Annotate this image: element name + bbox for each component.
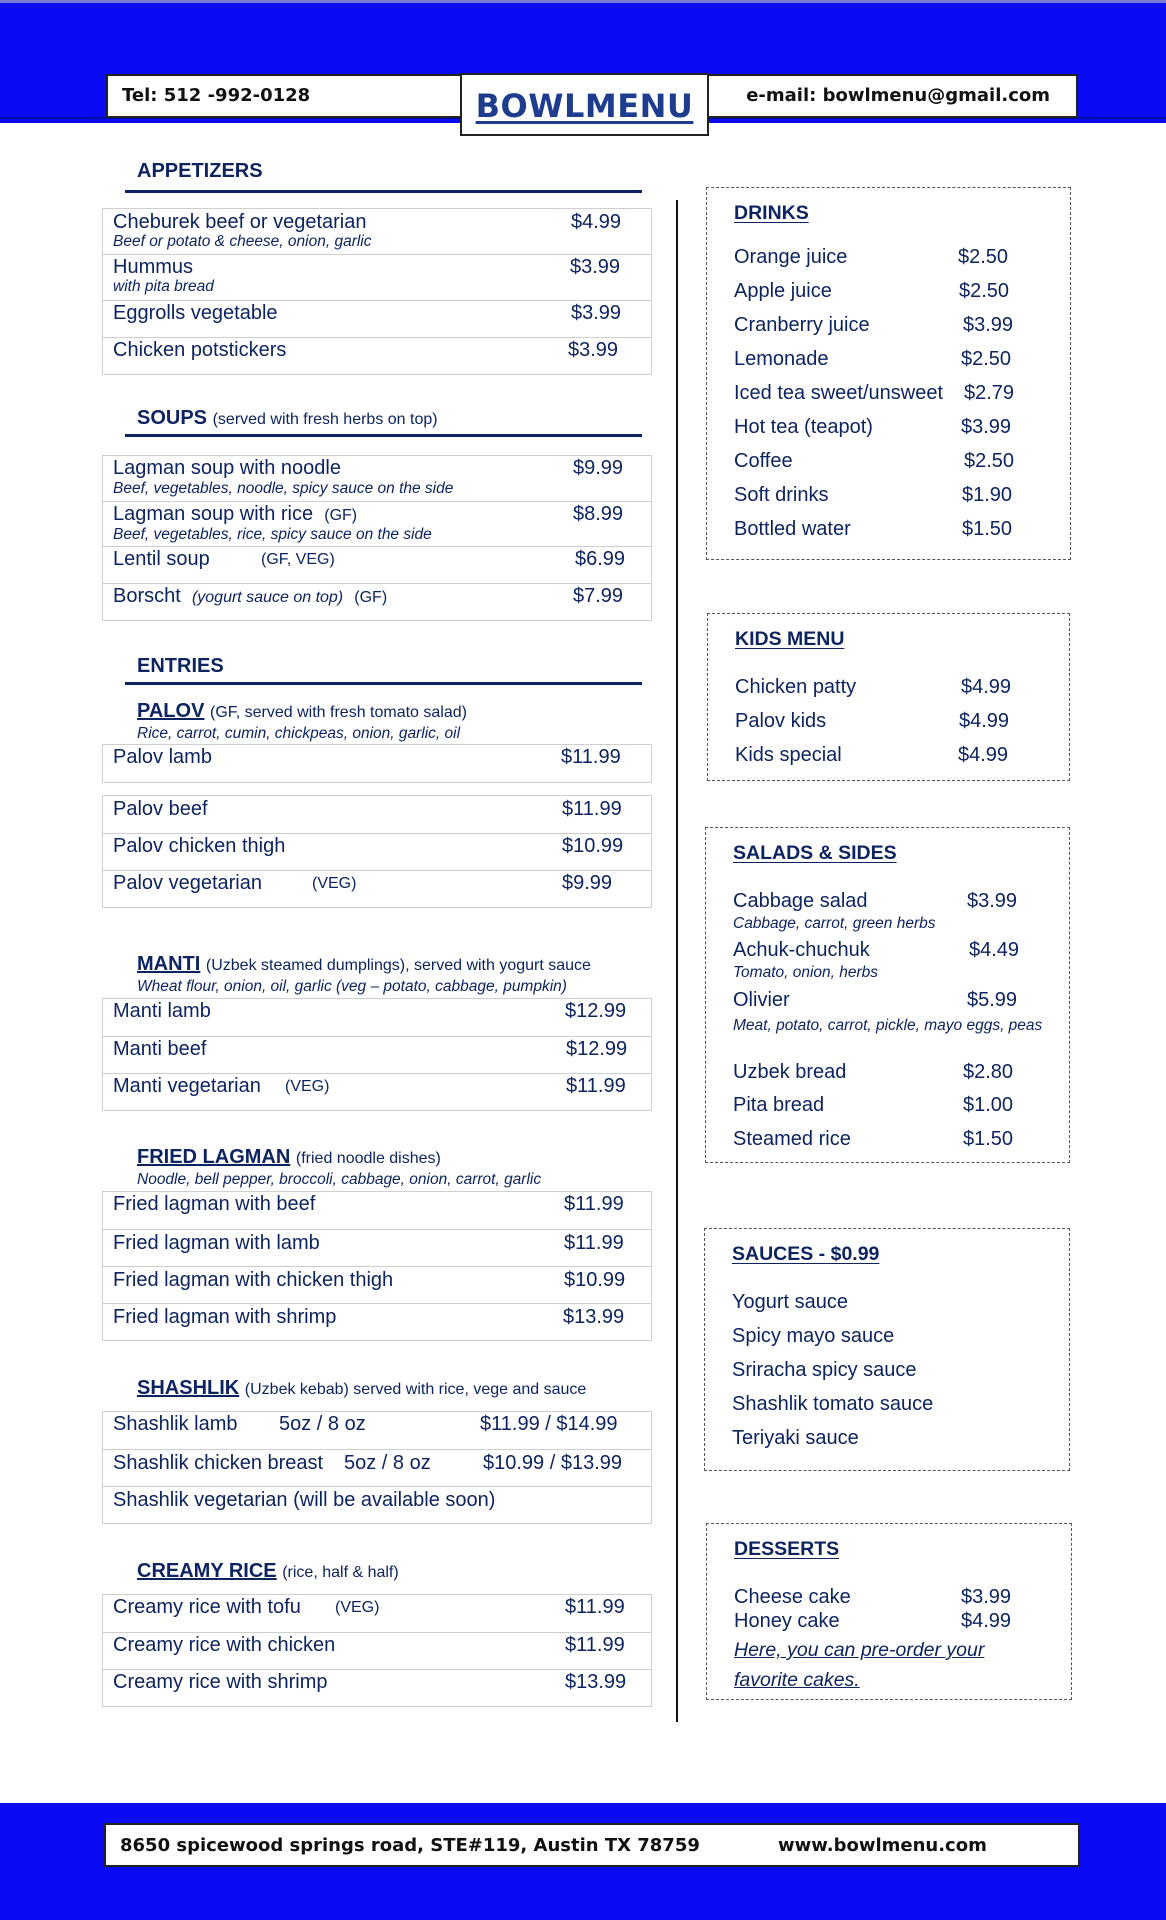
item-name: Palov beef — [113, 798, 208, 820]
item-description: Beef, vegetables, noodle, spicy sauce on the side — [113, 480, 454, 497]
appetizers-heading: APPETIZERS — [137, 160, 263, 182]
item-price: $2.50 — [964, 450, 1015, 472]
manti-table — [102, 998, 652, 1111]
item-name: Manti lamb — [113, 1000, 211, 1022]
desserts-heading: DESSERTS — [734, 1538, 840, 1560]
salads-sides-box — [705, 827, 1070, 1163]
item-price: $11.99 — [564, 1193, 624, 1215]
item-name: Fried lagman with lamb — [113, 1232, 320, 1254]
item-name: Palov kids — [735, 710, 827, 732]
item-name: Pita bread — [733, 1094, 825, 1116]
item-price: $11.99 — [562, 798, 622, 820]
item-name: Bottled water — [734, 518, 851, 540]
item-name: Fried lagman with shrimp — [113, 1306, 337, 1328]
drinks-box — [706, 187, 1071, 560]
table-row — [103, 1486, 651, 1523]
item-price: $3.99 — [961, 1586, 1012, 1608]
entries-rule — [125, 682, 642, 685]
brand-logo-box — [460, 73, 709, 136]
table-row — [103, 1192, 651, 1229]
table-row — [103, 1632, 651, 1669]
table-row — [103, 501, 651, 546]
table-row — [103, 796, 651, 833]
item-name: Manti beef — [113, 1038, 207, 1060]
footer-address: 8650 spicewood springs road, STE#119, Austin TX 78759 — [120, 1835, 700, 1856]
item-tag: (GF, VEG) — [261, 551, 335, 568]
item-name: Creamy rice with chicken — [113, 1634, 336, 1656]
email-address[interactable]: e-mail: bowlmenu@gmail.com — [746, 85, 1050, 106]
item-name: Steamed rice — [733, 1128, 851, 1150]
item-name: Cheburek beef or vegetarian — [113, 211, 367, 233]
item-name: Lemonade — [734, 348, 829, 370]
sauce-item: Shashlik tomato sauce — [732, 1393, 934, 1415]
item-name: Chicken patty — [735, 676, 857, 698]
creamy-rice-heading: CREAMY RICE (rice, half & half) — [137, 1560, 399, 1582]
item-name: Palov lamb — [113, 746, 212, 768]
item-name: Coffee — [734, 450, 793, 472]
item-name: Kids special — [735, 744, 842, 766]
item-name: Cheese cake — [734, 1586, 851, 1608]
shashlik-table — [102, 1411, 652, 1524]
item-price: $11.99 — [561, 746, 621, 768]
item-name: Manti vegetarian — [113, 1075, 261, 1097]
appetizers-table — [102, 208, 652, 375]
sauce-item: Sriracha spicy sauce — [732, 1359, 917, 1381]
item-price: $3.99 — [967, 890, 1018, 912]
sauces-box — [704, 1228, 1070, 1471]
item-name: Honey cake — [734, 1610, 840, 1632]
item-price: $1.50 — [963, 1128, 1014, 1150]
table-row — [103, 1412, 651, 1449]
item-description: Beef, vegetables, rice, spicy sauce on the side — [113, 526, 432, 543]
item-description: Cabbage, carrot, green herbs — [733, 915, 936, 932]
palov-description: Rice, carrot, cumin, chickpeas, onion, garlic, oil — [137, 725, 461, 742]
sauce-item: Spicy mayo sauce — [732, 1325, 895, 1347]
soups-heading: SOUPS (served with fresh herbs on top) — [137, 407, 438, 429]
item-price: $1.90 — [962, 484, 1013, 506]
table-row — [103, 870, 651, 907]
item-name: Eggrolls vegetable — [113, 302, 278, 324]
item-description: Tomato, onion, herbs — [733, 964, 879, 981]
item-price: $2.50 — [959, 280, 1010, 302]
item-price: $8.99 — [573, 503, 624, 525]
table-row — [103, 1595, 651, 1632]
item-price: $2.50 — [961, 348, 1012, 370]
item-price: $13.99 — [565, 1671, 627, 1693]
sauces-heading: SAUCES - $0.99 — [732, 1243, 880, 1265]
column-divider — [676, 200, 678, 1722]
item-name: Apple juice — [734, 280, 832, 302]
item-name: Cabbage salad — [733, 890, 868, 912]
drinks-heading: DRINKS — [734, 202, 809, 224]
item-price: $3.99 — [571, 302, 622, 324]
item-size: 5oz / 8 oz — [344, 1452, 431, 1474]
item-price: $4.99 — [958, 744, 1009, 766]
item-price: $11.99 / $14.99 — [480, 1413, 618, 1435]
item-price: $3.99 — [963, 314, 1014, 336]
item-price: $4.49 — [969, 939, 1020, 961]
item-price: $13.99 — [563, 1306, 625, 1328]
footer-website-link[interactable]: www.bowlmenu.com — [778, 1835, 987, 1856]
item-name: Shashlik lamb — [113, 1413, 238, 1435]
item-tag: (GF) — [354, 589, 388, 606]
sauce-item: Yogurt sauce — [732, 1291, 849, 1313]
item-price: $11.99 — [564, 1232, 624, 1254]
item-name: Olivier — [733, 989, 790, 1011]
item-tag: (VEG) — [312, 875, 357, 892]
item-price: $2.50 — [958, 246, 1009, 268]
item-price: $3.99 — [961, 416, 1012, 438]
item-name: Creamy rice with tofu — [113, 1596, 301, 1618]
appetizers-rule — [125, 190, 642, 193]
manti-heading: MANTI (Uzbek steamed dumplings), served with yogurt sauce — [137, 953, 591, 975]
item-name: Creamy rice with shrimp — [113, 1671, 328, 1693]
table-row — [103, 1229, 651, 1266]
item-name: Chicken potstickers — [113, 339, 287, 361]
table-row — [103, 1449, 651, 1486]
item-name: Shashlik vegetarian (will be available soon) — [113, 1489, 496, 1511]
item-price: $2.80 — [963, 1061, 1014, 1083]
item-name: Lagman soup with noodle — [113, 457, 341, 479]
item-name: Palov chicken thigh — [113, 835, 286, 857]
item-name: Fried lagman with chicken thigh — [113, 1269, 394, 1291]
item-name: Hot tea (teapot) — [734, 416, 873, 438]
item-tag: (VEG) — [285, 1078, 330, 1095]
kids-menu-box — [707, 613, 1070, 781]
item-price: $10.99 — [562, 835, 624, 857]
fried-lagman-heading: FRIED LAGMAN (fried noodle dishes) — [137, 1146, 441, 1168]
item-price: $1.50 — [962, 518, 1013, 540]
item-price: $1.00 — [963, 1094, 1014, 1116]
item-name: Orange juice — [734, 246, 848, 268]
item-price: $9.99 — [562, 872, 613, 894]
item-name: Shashlik chicken breast — [113, 1452, 324, 1474]
table-row — [103, 546, 651, 583]
salads-heading: SALADS & SIDES — [733, 842, 897, 864]
item-name: Lagman soup with rice — [113, 503, 314, 525]
table-row — [103, 456, 651, 501]
phone-number[interactable]: Tel: 512 -992-0128 — [122, 85, 311, 106]
item-price: $10.99 — [564, 1269, 626, 1291]
item-description: Meat, potato, carrot, pickle, mayo eggs, peas — [733, 1017, 1043, 1034]
entries-heading: ENTRIES — [137, 655, 224, 677]
soups-rule — [125, 434, 642, 437]
table-row — [103, 745, 651, 782]
item-price: $11.99 — [565, 1634, 625, 1656]
item-price: $10.99 / $13.99 — [483, 1452, 623, 1474]
sauce-item: Teriyaki sauce — [732, 1427, 859, 1449]
table-row — [103, 1303, 651, 1340]
item-price: $4.99 — [959, 710, 1010, 732]
soups-table — [102, 455, 652, 621]
item-name: Achuk-chuchuk — [733, 939, 870, 961]
item-price: $7.99 — [573, 585, 624, 607]
item-price: $4.99 — [961, 1610, 1012, 1632]
table-row — [103, 999, 651, 1036]
shashlik-heading: SHASHLIK (Uzbek kebab) served with rice, vege and sauce — [137, 1377, 587, 1399]
item-description: with pita bread — [113, 278, 214, 295]
footer-info-bar — [104, 1823, 1080, 1867]
palov-heading: PALOV (GF, served with fresh tomato salad) — [137, 700, 467, 722]
table-row — [103, 300, 651, 337]
palov-table-2 — [102, 795, 652, 908]
pre-order-note: Here, you can pre-order your favorite cakes. — [734, 1639, 985, 1691]
item-price: $3.99 — [570, 256, 621, 278]
item-price: $5.99 — [967, 989, 1018, 1011]
manti-description: Wheat flour, onion, oil, garlic (veg – potato, cabbage, pumpkin) — [137, 978, 567, 995]
item-price: $12.99 — [565, 1000, 627, 1022]
item-note: (yogurt sauce on top) — [191, 589, 344, 606]
item-name: Hummus — [113, 256, 194, 278]
item-price: $4.99 — [571, 211, 622, 233]
fried-lagman-description: Noodle, bell pepper, broccoli, cabbage, onion, carrot, garlic — [137, 1171, 542, 1188]
palov-table-1 — [102, 744, 652, 783]
item-price: $2.79 — [964, 382, 1015, 404]
table-row — [103, 209, 651, 254]
fried-lagman-table — [102, 1191, 652, 1341]
item-price: $11.99 — [566, 1075, 626, 1097]
brand-title: BOWLMENU — [475, 87, 694, 125]
table-row — [103, 1073, 651, 1110]
table-row — [103, 1266, 651, 1303]
item-price: $3.99 — [568, 339, 619, 361]
item-description: Beef or potato & cheese, onion, garlic — [113, 233, 372, 250]
item-price: $4.99 — [961, 676, 1012, 698]
table-row — [103, 254, 651, 300]
table-row — [103, 583, 651, 620]
kids-menu-heading: KIDS MENU — [735, 628, 845, 650]
item-name: Borscht — [113, 585, 181, 607]
desserts-box — [706, 1523, 1072, 1700]
item-name: Lentil soup — [113, 548, 210, 570]
item-name: Cranberry juice — [734, 314, 870, 336]
table-row — [103, 833, 651, 870]
item-tag: (VEG) — [335, 1599, 380, 1616]
table-row — [103, 1036, 651, 1073]
item-price: $12.99 — [566, 1038, 628, 1060]
item-name: Soft drinks — [734, 484, 829, 506]
table-row — [103, 1669, 651, 1706]
creamy-rice-table — [102, 1594, 652, 1707]
item-tag: (GF) — [324, 507, 358, 524]
item-price: $6.99 — [575, 548, 626, 570]
item-name: Uzbek bread — [733, 1061, 847, 1083]
item-name: Iced tea sweet/unsweet — [734, 382, 944, 404]
item-price: $11.99 — [565, 1596, 625, 1618]
item-size: 5oz / 8 oz — [279, 1413, 366, 1435]
item-name: Palov vegetarian — [113, 872, 262, 894]
table-row — [103, 337, 651, 374]
item-price: $9.99 — [573, 457, 624, 479]
item-name: Fried lagman with beef — [113, 1193, 316, 1215]
